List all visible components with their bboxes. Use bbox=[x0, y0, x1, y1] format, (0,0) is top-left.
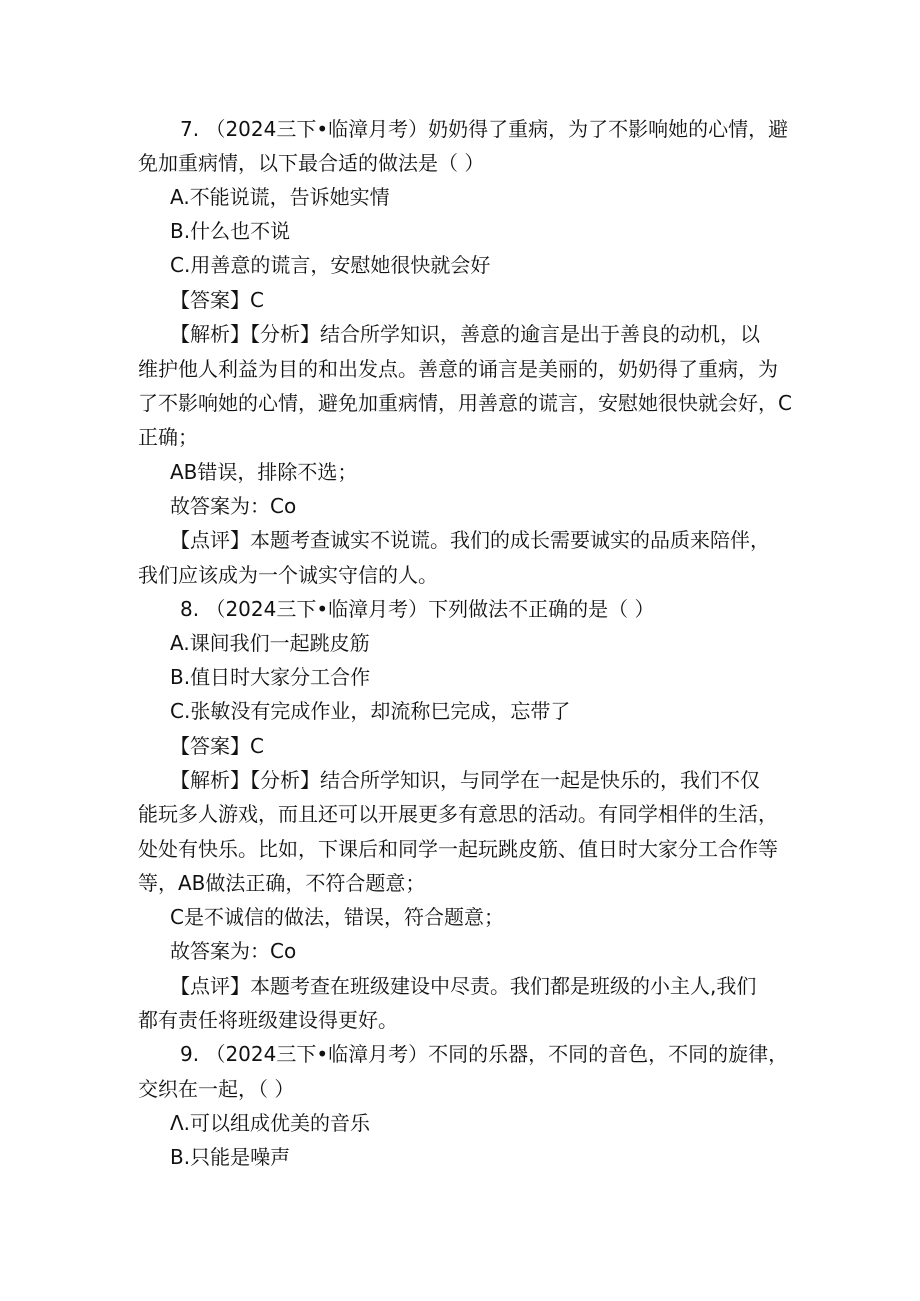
question-8-stem-line-1: 8. （2024三下•临漳月考）下列做法不正确的是（ ） bbox=[180, 597, 655, 621]
question-7-option-a: A.不能说谎，告诉她实情 bbox=[170, 185, 390, 209]
question-7-analysis-line-2: 维护他人利益为目的和出发点。善意的诵言是美丽的，奶奶得了重病，为 bbox=[138, 357, 778, 381]
question-7-answer: 【答案】C bbox=[170, 288, 264, 312]
question-7-analysis-line-3: 了不影响她的心情，避免加重病情，用善意的谎言，安慰她很快就会好，C bbox=[138, 391, 792, 415]
question-9-stem-line-2: 交织在一起，（ ） bbox=[138, 1077, 295, 1101]
question-7-extra-line-1: AB错误，排除不选； bbox=[170, 460, 358, 484]
question-8-option-b: B.值日时大家分工合作 bbox=[170, 665, 371, 689]
question-9-option-a: Λ.可以组成优美的音乐 bbox=[170, 1111, 371, 1135]
question-7-option-c: C.用善意的谎言，安慰她很快就会好 bbox=[170, 253, 491, 277]
question-7-extra-line-2: 故答案为：Co bbox=[170, 494, 297, 518]
question-8-comment-line-1: 【点评】本题考查在班级建设中尽责。我们都是班级的小主人,我们 bbox=[170, 974, 757, 998]
question-7-comment-line-1: 【点评】本题考查诚实不说谎。我们的成长需要诚实的品质来陪伴， bbox=[170, 528, 770, 552]
question-8-analysis-line-4: 等，AB做法正确，不符合题意； bbox=[138, 871, 426, 895]
question-8-analysis-line-1: 【解析】【分析】结合所学知识，与同学在一起是快乐的，我们不仅 bbox=[170, 768, 760, 792]
question-7-option-b: B.什么也不说 bbox=[170, 219, 291, 243]
question-8-analysis-line-2: 能玩多人游戏，而且还可以开展更多有意思的活动。有同学相伴的生活， bbox=[138, 802, 778, 826]
question-8-option-c: C.张敏没有完成作业，却流称巳完成，忘带了 bbox=[170, 699, 571, 723]
question-8-answer: 【答案】C bbox=[170, 734, 264, 758]
question-8-analysis-line-3: 处处有快乐。比如，下课后和同学一起玩跳皮筋、值日时大家分工合作等 bbox=[138, 837, 778, 861]
question-7-stem-line-2: 免加重病情，以下最合适的做法是（ ） bbox=[138, 151, 485, 175]
question-9-option-b: B.只能是噪声 bbox=[170, 1145, 291, 1169]
question-7-analysis-line-4: 正确； bbox=[138, 425, 198, 449]
question-7-comment-line-2: 我们应该成为一个诚实守信的人。 bbox=[138, 563, 438, 587]
question-8-extra-line-1: C是不诚信的做法，错误，符合题意； bbox=[170, 905, 504, 929]
question-8-comment-line-2: 都有责任将班级建设得更好。 bbox=[138, 1008, 398, 1032]
question-9-stem-line-1: 9. （2024三下•临漳月考）不同的乐器，不同的音色，不同的旋律， bbox=[180, 1042, 789, 1066]
question-8-option-a: A.课间我们一起跳皮筋 bbox=[170, 631, 370, 655]
question-7-stem-line-1: 7. （2024三下•临漳月考）奶奶得了重病，为了不影响她的心情，避 bbox=[180, 117, 789, 141]
question-8-extra-line-2: 故答案为：Co bbox=[170, 939, 297, 963]
question-7-analysis-line-1: 【解析】【分析】结合所学知识，善意的逾言是出于善良的动机，以 bbox=[170, 322, 760, 346]
